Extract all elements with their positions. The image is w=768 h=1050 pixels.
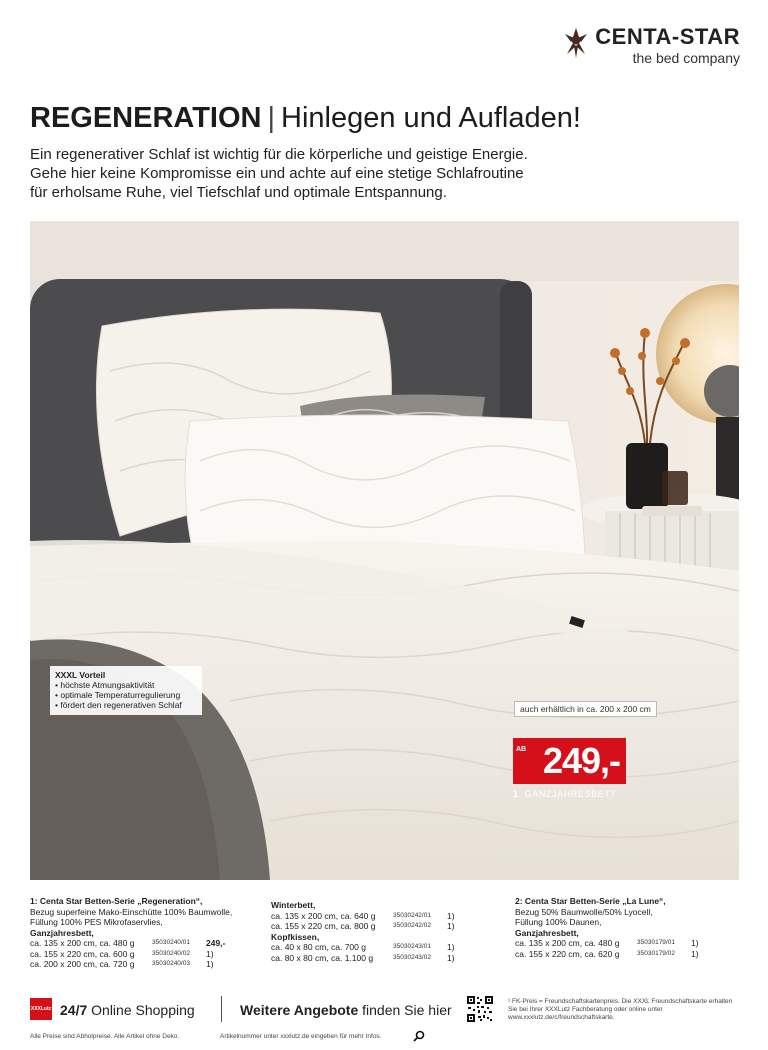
article-number: 35030179/02 <box>637 949 675 957</box>
xxxlutz-logo[interactable]: XXXLutz <box>30 998 52 1020</box>
product-size: ca. 135 x 200 cm, ca. 480 g <box>30 938 135 948</box>
fk-price-note: ¹ FK-Preis = Freundschaftskartenpreis. Die XXXL Freundschaftskarte erhalten Sie bei Ihrer XXXLutz Fachberatung oder online unter www.xxxlutz.de/c/freundschaftskarte. <box>508 998 733 1021</box>
product-price: 1) <box>691 948 699 959</box>
qr-code-icon[interactable] <box>467 996 493 1022</box>
article-number: 35030242/02 <box>393 922 431 929</box>
intro-line: Ein regenerativer Schlaf ist wichtig für die körperliche und geistige Energie. <box>30 146 528 163</box>
search-icon[interactable] <box>413 1030 425 1042</box>
intro-line: Gehe hier keine Kompromisse ein und achte auf eine stetige Schlafroutine <box>30 165 524 182</box>
shop-light: Online Shopping <box>91 1002 195 1018</box>
product-details-regeneration <box>30 896 270 970</box>
article-search-note: Artikelnummer unter xxxlutz.de eingeben für mehr Infos. <box>220 1033 382 1040</box>
product-subtitle: Kopfkissen, <box>271 931 320 942</box>
bedroom-illustration <box>30 221 739 880</box>
product-row <box>30 938 270 949</box>
product-row <box>271 942 501 953</box>
price-description <box>513 789 617 799</box>
product-row <box>515 949 745 960</box>
vorteil-title: XXXL Vorteil <box>55 670 106 680</box>
article-number: 35030243/01 <box>393 943 431 950</box>
vorteil-box <box>50 666 202 715</box>
product-subtitle: Winterbett, <box>271 900 316 910</box>
title-light: Hinlegen und Aufladen! <box>281 102 581 134</box>
product-size: ca. 155 x 220 cm, ca. 800 g <box>271 921 376 931</box>
price-value: 249,- <box>542 740 620 781</box>
brand-name: CENTA-STAR <box>595 24 740 49</box>
weitere-strong: Weitere Angebote <box>240 1002 359 1018</box>
product-price: 1) <box>691 938 699 948</box>
product-size: ca. 155 x 220 cm, ca. 620 g <box>515 948 620 959</box>
product-row <box>515 938 745 949</box>
product-size: ca. 135 x 200 cm, ca. 480 g <box>515 938 620 948</box>
product-desc: Bezug superfeine Mako-Einschütte 100% Baumwolle, <box>30 906 233 917</box>
article-number: 35030240/02 <box>152 949 190 957</box>
product-price: 249,- <box>206 938 226 948</box>
product-title: 2: Centa Star Betten-Serie „La Lune“, <box>515 896 666 906</box>
price-prefix: AB <box>516 746 527 753</box>
more-offers-link[interactable] <box>240 1002 452 1018</box>
product-row <box>271 911 501 922</box>
footer <box>30 996 739 1028</box>
product-price: 1) <box>447 942 455 952</box>
availability-note: auch erhältlich in ca. 200 x 200 cm <box>514 701 657 717</box>
product-row <box>271 953 501 964</box>
intro-line: für erholsame Ruhe, viel Tiefschlaf und optimale Entspannung. <box>30 184 447 201</box>
intro-text <box>30 145 630 202</box>
price-note: Alle Preise sind Abholpreise. Alle Artikel ohne Deko. <box>30 1033 180 1040</box>
product-price: 1) <box>447 910 455 921</box>
title-separator: | <box>267 102 276 134</box>
article-number: 35030240/01 <box>152 939 190 946</box>
shop-strong: 24/7 <box>60 1002 88 1018</box>
product-price: 1) <box>447 952 455 963</box>
article-number: 35030242/01 <box>393 911 431 919</box>
page-title <box>30 100 581 136</box>
product-size: ca. 40 x 80 cm, ca. 700 g <box>271 942 366 952</box>
weitere-light: finden Sie hier <box>362 1002 452 1018</box>
product-row <box>271 921 501 932</box>
product-price: 1) <box>447 921 455 931</box>
brand-tagline: the bed company <box>632 50 740 66</box>
product-subtitle: Ganzjahresbett, <box>515 927 579 938</box>
online-shopping-link[interactable] <box>60 1002 195 1018</box>
product-title: 1: Centa Star Betten-Serie „Regeneration“, <box>30 896 203 906</box>
product-price: 1) <box>206 948 214 959</box>
vorteil-item: • optimale Temperaturregulierung <box>55 690 197 700</box>
product-details-la-lune <box>515 896 745 959</box>
article-number: 35030179/01 <box>637 939 675 946</box>
product-size: ca. 135 x 200 cm, ca. 640 g <box>271 910 376 921</box>
product-row <box>30 959 270 970</box>
price-count: 1 <box>513 789 519 799</box>
title-strong: REGENERATION <box>30 102 262 134</box>
vorteil-list <box>55 680 197 710</box>
vorteil-item: • fördert den regenerativen Schlaf <box>55 700 197 710</box>
product-price: 1) <box>206 959 214 969</box>
article-number: 35030243/02 <box>393 953 431 961</box>
product-details-winter <box>271 900 501 963</box>
product-desc: Füllung 100% Daunen, <box>515 917 602 927</box>
price-badge <box>513 738 626 784</box>
product-size: ca. 155 x 220 cm, ca. 600 g <box>30 948 135 959</box>
product-subtitle: Ganzjahresbett, <box>30 927 94 938</box>
brand-logo <box>563 26 740 66</box>
product-row <box>30 949 270 960</box>
product-size: ca. 80 x 80 cm, ca. 1.100 g <box>271 952 374 963</box>
star-mark-icon <box>563 28 589 58</box>
article-number: 35030240/03 <box>152 960 190 967</box>
vorteil-item: • höchste Atmungsaktivität <box>55 680 197 690</box>
product-desc: Bezug 50% Baumwolle/50% Lyocell, <box>515 906 653 917</box>
hero-photo <box>30 221 739 880</box>
product-size: ca. 200 x 200 cm, ca. 720 g <box>30 959 135 969</box>
footer-divider <box>221 996 222 1022</box>
price-label: GANZJAHRESBETT <box>524 789 617 799</box>
product-desc: Füllung 100% PES Mikrofaservlies, <box>30 917 163 927</box>
